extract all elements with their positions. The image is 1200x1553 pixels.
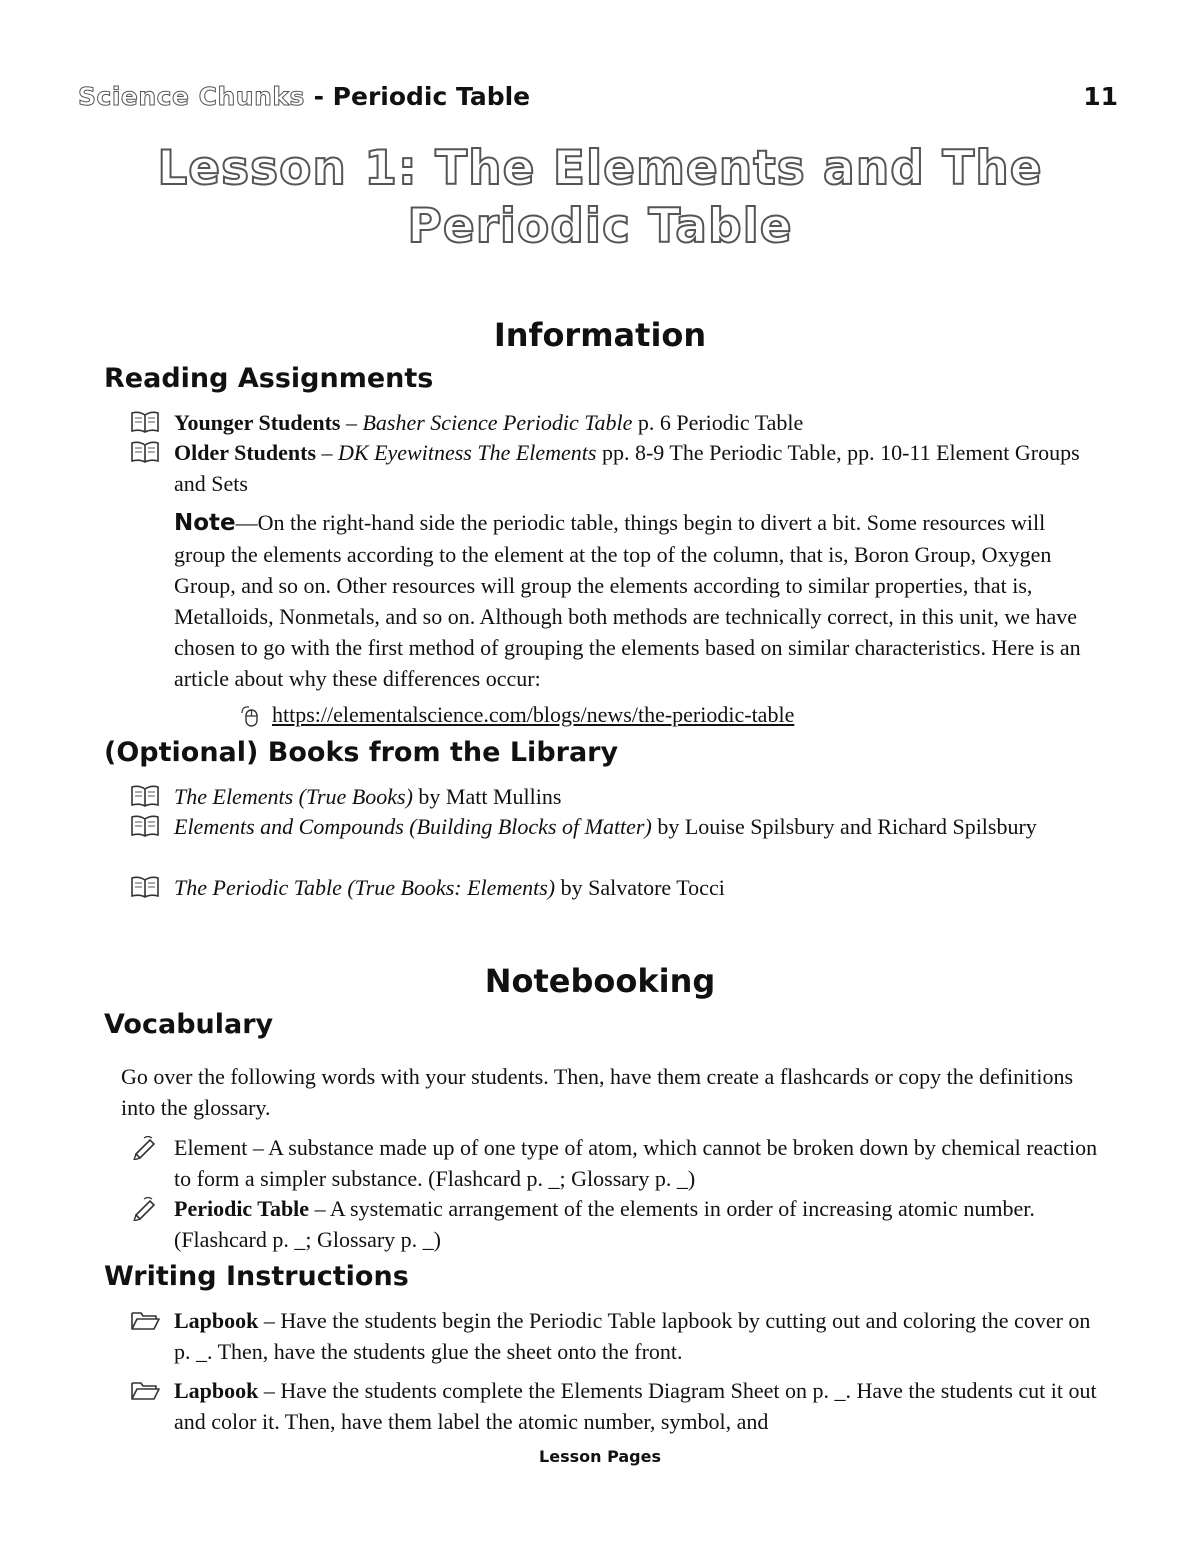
folder-icon (130, 1377, 160, 1403)
series-name: Science Chunks (78, 82, 305, 111)
header-separator: - (304, 82, 333, 111)
page-footer: Lesson Pages (539, 1447, 661, 1466)
writing-instructions-heading: Writing Instructions (104, 1261, 409, 1292)
note-text: —On the right-hand side the periodic table, things begin to divert a bit. Some resources will group the elements according to the element at the top of the column, that is, Boron Group, Oxygen Group, and so on. Other resources will group the elements according to similar properties, that is, Metalloids, Nonmetals, and so on. Although both methods are technically correct, in this unit, we have chosen to go with the first method of grouping the elements based on similar characteristics. Here is an article about why these differences occur: (174, 510, 1081, 691)
library-book-title: The Periodic Table (True Books: Elements) (174, 875, 556, 900)
reading-older-dash: – (316, 440, 339, 465)
vocab-term-name: Periodic Table (174, 1196, 310, 1221)
library-book-author: by Matt Mullins (412, 784, 562, 809)
book-icon (130, 813, 160, 839)
library-book (130, 811, 1100, 842)
book-icon (130, 409, 160, 435)
library-book (130, 872, 1100, 903)
vocab-term-name: Element (174, 1135, 248, 1160)
note-paragraph (174, 507, 1100, 694)
vocab-term (130, 1132, 1100, 1194)
reading-older-label: Older Students (174, 440, 317, 465)
pencil-icon (130, 1195, 160, 1221)
library-book-title: The Elements (True Books) (174, 784, 413, 809)
vocab-term-definition: – A systematic arrangement of the elements in order of increasing atomic number. (Flashcard p. _; Glossary p. _) (174, 1196, 1035, 1252)
writing-item-text: – Have the students complete the Elements Diagram Sheet on p. _. Have the students cut it out and color it. Then, have them label the atomic number, symbol, and (174, 1378, 1097, 1434)
writing-item (130, 1375, 1100, 1437)
folder-icon (130, 1307, 160, 1333)
book-icon (130, 439, 160, 465)
writing-item (130, 1305, 1100, 1367)
reading-younger (130, 407, 1100, 438)
reading-older (130, 437, 1100, 499)
reading-assignments-heading: Reading Assignments (104, 363, 434, 394)
mouse-icon (240, 704, 260, 728)
running-header (78, 82, 530, 111)
reading-younger-book: Basher Science Periodic Table (362, 410, 633, 435)
library-book-author: by Louise Spilsbury and Richard Spilsbury (651, 814, 1037, 839)
reading-younger-dash: – (340, 410, 363, 435)
book-icon (130, 874, 160, 900)
lesson-title: Lesson 1: The Elements and The Periodic Table (157, 141, 1043, 254)
note-label: Note (174, 510, 236, 536)
library-books-heading: (Optional) Books from the Library (104, 737, 619, 768)
vocabulary-heading: Vocabulary (104, 1009, 274, 1040)
library-book-author: by Salvatore Tocci (555, 875, 725, 900)
vocab-term-definition: – A substance made up of one type of atom, which cannot be broken down by chemical reaction to form a simpler substance. (Flashcard p. _; Glossary p. _) (174, 1135, 1098, 1191)
book-icon (130, 783, 160, 809)
reading-younger-label: Younger Students (174, 410, 341, 435)
subject-name: Periodic Table (332, 82, 531, 111)
article-link-row (240, 702, 794, 728)
library-book (130, 781, 1100, 812)
information-heading: Information (493, 316, 707, 354)
article-link[interactable]: https://elementalscience.com/blogs/news/the-periodic-table (272, 702, 795, 727)
vocabulary-intro: Go over the following words with your students. Then, have them create a flashcards or copy the definitions into the glossary. (121, 1064, 1074, 1120)
vocab-term (130, 1193, 1100, 1255)
library-book-title: Elements and Compounds (Building Blocks of Matter) (174, 814, 652, 839)
page-number: 11 (1083, 82, 1118, 111)
writing-item-label: Lapbook (174, 1378, 259, 1403)
reading-younger-pages: p. 6 Periodic Table (632, 410, 804, 435)
writing-item-label: Lapbook (174, 1308, 259, 1333)
pencil-icon (130, 1134, 160, 1160)
notebooking-heading: Notebooking (484, 962, 716, 1000)
writing-item-text: – Have the students begin the Periodic Table lapbook by cutting out and coloring the cover on p. _. Then, have the students glue the sheet onto the front. (174, 1308, 1091, 1364)
reading-older-book: DK Eyewitness The Elements (338, 440, 597, 465)
reading-older-pages: pp. 8-9 The Periodic Table, pp. 10-11 Element Groups and Sets (174, 440, 1080, 496)
